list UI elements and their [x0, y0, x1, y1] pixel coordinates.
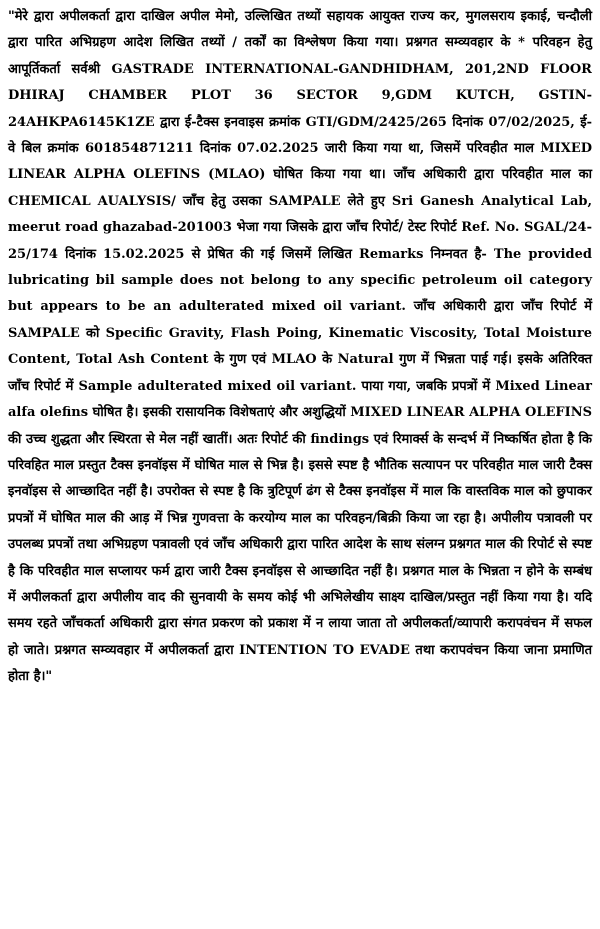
body-paragraph: "मेरे द्वारा अपीलकर्ता द्वारा दाखिल अपील मेमो, उल्लिखित तथ्यों सहायक आयुक्त राज्य कर, मुगलसराय इकाई, चन्दौली द्वारा पारित अभिग्रहण आदेश लिखित तथ्यों / तर्कों का विश्लेषण किया गया। प्रश्नगत सम्व्यवहार के * परिवहन हेतु आपूर्तिकर्ता सर्वश्री GASTRADE INTERNATIONAL-GANDHIDHAM, 201,2ND FLOOR DHIRAJ CHAMBER PLOT 36 SECTOR 9,GDM KUTCH, GSTIN-24AHKPA6145K1ZE द्वारा ई-टैक्स इनवाइस क्रमांक GTI/GDM/2425/265 दिनांक 07/02/2025, ई-वे बिल क्रमांक 601854871211 दिनांक 07.02.2025 जारी किया गया था, जिसमें परिवहीत माल MIXED LINEAR ALPHA OLEFINS (MLAO) घोषित किया गया था। जाँच अधिकारी द्वारा परिवहीत माल का CHEMICAL AUALYSIS/ जाँच हेतु उसका SAMPALE लेते हुए Sri Ganesh Analytical Lab, meerut road ghazabad-201003 भेजा गया जिसके द्वारा जाँच रिपोर्ट/ टेस्ट रिपोर्ट Ref. No. SGAL/24-25/174 दिनांक 15.02.2025 से प्रेषित की गई जिसमें लिखित Remarks निम्नवत है- The provided lubricating bil sample does not belong to any specific petroleum oil category but appears to be an adulterated mixed oil variant. जाँच अधिकारी द्वारा जाँच रिपोर्ट में SAMPALE को Specific Gravity, Flash Poing, Kinematic Viscosity, Total Moisture Content, Total Ash Content के गुण एवं MLAO के Natural गुण में भिन्नता पाई गई। इसके अतिरिक्त जाँच रिपोर्ट में Sample adulterated mixed oil variant. पाया गया, जबकि प्रपत्रों में Mixed Linear alfa olefins घोषित है। इसकी रासायनिक विशेषताएं और अशुद्धियों MIXED LINEAR ALPHA OLEFINS की उच्च शुद्धता और स्थिरता से मेल नहीं खातीं। अतः रिपोर्ट की findings एवं रिमार्क्स के सन्दर्भ में निष्कर्षित होता है कि परिवहित माल प्रस्तुत टैक्स इनवॉइस में घोषित माल से भिन्न है। इससे स्पष्ट है भौतिक सत्यापन पर परिवहीत माल जारी टैक्स इनवॉइस से आच्छादित नहीं है। उपरोक्त से स्पष्ट है कि त्रुटिपूर्ण ढंग से टैक्स इनवॉइस में माल कि वास्तविक माल को छुपाकर प्रपत्रों में घोषित माल की आड़ में भिन्न गुणवत्ता के करयोग्य माल का परिवहन/बिक्री किया जा रहा है। अपीलीय पत्रावली पर उपलब्ध प्रपत्रों तथा अभिग्रहण पत्रावली एवं जाँच अधिकारी द्वारा पारित आदेश के साथ संलग्न प्रश्नगत माल की रिपोर्ट से स्पष्ट है कि परिवहीत माल सप्लायर फर्म द्वारा जारी टैक्स इनवॉइस से आच्छादित नहीं है। प्रश्नगत माल के भिन्नता न होने के सम्बंध में अपीलकर्ता द्वारा अपीलीय वाद की सुनवायी के समय कोई भी अभिलेखीय साक्ष्य दाखिल/प्रस्तुत नहीं किया गया है। यदि समय रहते जाँचकर्ता अधिकारी द्वारा संगत प्रकरण को प्रकाश में न लाया जाता तो अपीलकर्ता/व्यापारी करापवंचन में सफल हो जाते। प्रश्नगत सम्व्यवहार में अपीलकर्ता द्वारा INTENTION TO EVADE तथा करापवंचन किया जाना प्रमाणित होता है।": [8, 9, 592, 685]
